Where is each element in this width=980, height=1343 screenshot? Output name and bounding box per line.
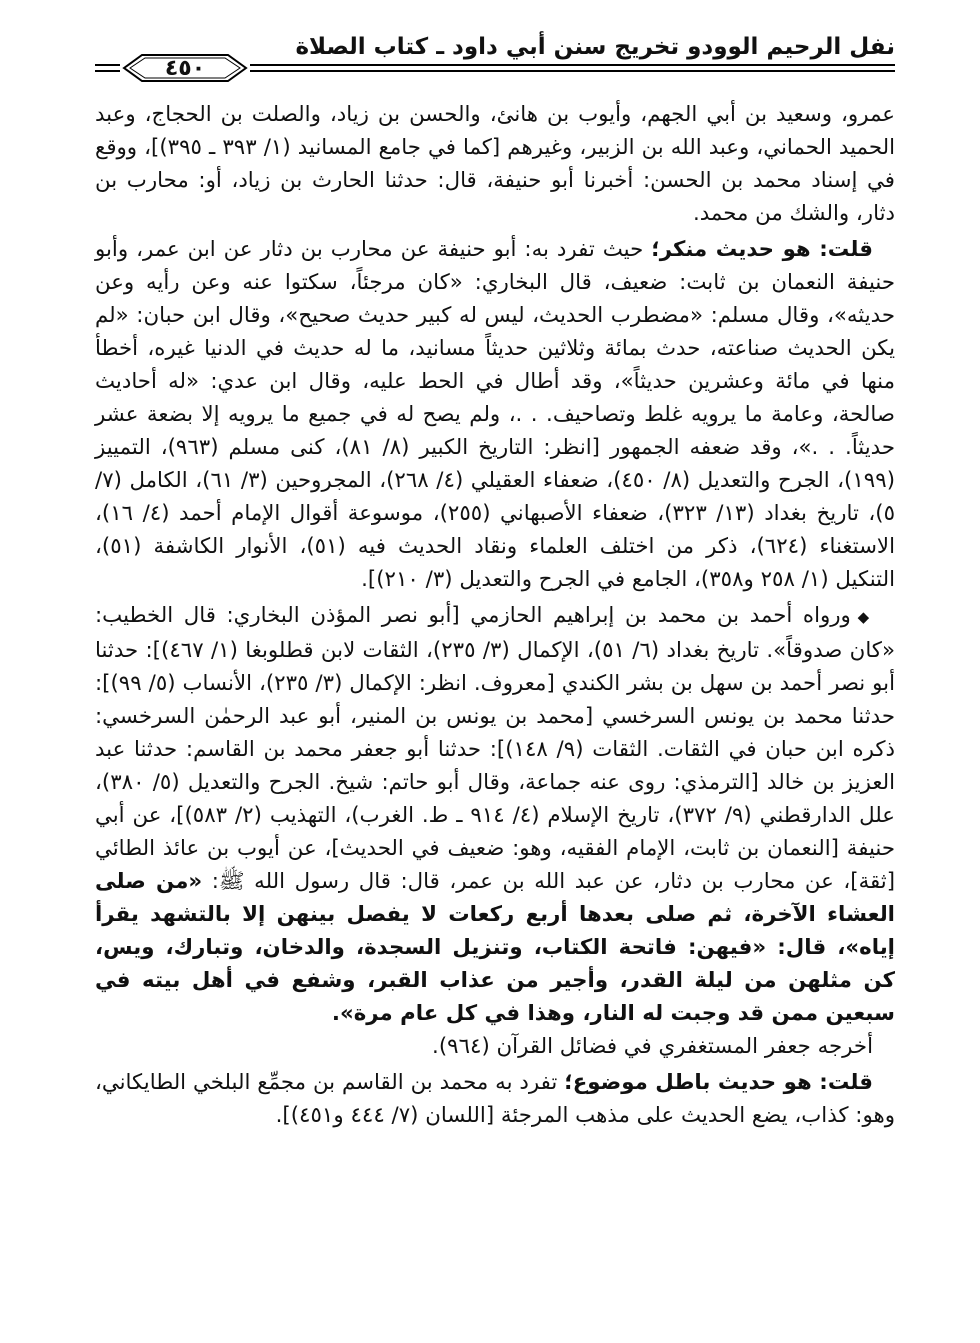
paragraph-1-text: عمرو، وسعيد بن أبي الجهم، وأيوب بن هانئ، والحسن بن زياد، والصلت بن الحجاج، وعبد الحميد الحماني، وعبد الله بن الزبير، وغيرهم [كما في جامع المسانيد (١/ ٣٩٣ ـ ٣٩٥)]، ووقع في إسناد محمد بن الحسن: أخبرنا أبو حنيفة، قال: حدثنا الحارث بن زياد، أو: محارب بن دثار، والشك من محمد. (95, 102, 895, 226)
page-number-badge (120, 52, 250, 84)
paragraph-4-text: أخرجه جعفر المستغفري في فضائل القرآن (٩٦٤). (432, 1034, 873, 1059)
running-title: نفل الرحيم الوودو تخريج سنن أبي داود ـ كتاب الصلاة (295, 34, 895, 60)
paragraph-2 (95, 233, 895, 596)
paragraph-5-text: تفرد به محمد بن القاسم بن مجمِّع البلخي الطايكاني، وهو: كذاب، يضع الحديث على مذهب المرجئة [اللسان (٧/ ٤٤٤ و٤٥١)]. (95, 1070, 895, 1128)
paragraph-3 (95, 599, 895, 1030)
main-text (95, 98, 895, 1132)
page-number: ٤٥٠ (164, 55, 206, 81)
paragraph-5 (95, 1066, 895, 1132)
paragraph-1 (95, 98, 895, 230)
paragraph-3-text: ورواه أحمد بن محمد بن إبراهيم الحازمي [أبو نصر المؤذن البخاري: قال الخطيب: «كان صدوقاً». تاريخ بغداد (٦/ ٥١)، الإكمال (٣/ ٢٣٥)، الثقات لابن قطلوبغا (١/ ٤٦٧)]: حدثنا أبو نصر أحمد بن سهل بن بشر الكندي [معروف. انظر: الإكمال (٣/ ٢٣٥)، الأنساب (٥/ ٩٩)]: حدثنا محمد بن يونس السرخسي [محمد بن يونس بن المنير، أبو عبد الرحمٰن السرخسي: ذكره ابن حبان في الثقات. الثقات (٩/ ١٤٨)]: حدثنا أبو جعفر محمد بن القاسم: حدثنا عبد العزيز بن خالد [الترمذي: روى عنه جماعة، وقال أبو حاتم: شيخ. الجرح والتعديل (٥/ ٣٨٠)، علل الدارقطني (٩/ ٣٧٢)، تاريخ الإسلام (٤/ ٩١٤ ـ ط. الغرب)، التهذيب (٢/ ٥٨٣)]، عن أبي حنيفة [النعمان بن ثابت، الإمام الفقيه، وهو: ضعيف في الحديث]، عن أيوب بن عائذ الطائي [ثقة]، عن محارب بن دثار، عن عبد الله بن عمر، قال: قال رسول الله ﷺ: (95, 603, 896, 894)
paragraph-5-lead: قلت: هو حديث باطل موضوع؛ (564, 1070, 873, 1095)
paragraph-2-lead: قلت: هو حديث منكر؛ (651, 237, 873, 262)
paragraph-2-text: حيث تفرد به: أبو حنيفة عن محارب بن دثار عن ابن عمر، وأبو حنيفة النعمان بن ثابت: ضعيف، قال البخاري: «كان مرجئاً، سكتوا عنه وعن رأيه وعن حديثه»، وقال مسلم: «مضطرب الحديث، ليس له كبير حديث صحيح»، وقال ابن حبان: «لم يكن الحديث صناعته، حدث بمائة وثلاثين حديثاً مسانيد، ما له حديث في الدنيا غيره، أخطأ منها في مائة وعشرين حديثاً»، وقد أطال في الحط عليه، وقال ابن عدي: «له أحاديث صالحة، وعامة ما يرويه غلط وتصاحيف. . .، ولم يصح له في جميع ما يرويه إلا بضعة عشر حديثاً. . .»، وقد ضعفه الجمهور [انظر: التاريخ الكبير (٨/ ٨١)، كنى مسلم (٩٦٣)، التمييز (١٩٩)، الجرح والتعديل (٨/ ٤٥٠)، ضعفاء العقيلي (٤/ ٢٦٨)، المجروحين (٣/ ٦١)، الكامل (٧/ ٥)، تاريخ بغداد (١٣/ ٣٢٣)، ضعفاء الأصبهاني (٢٥٥)، موسوعة أقوال الإمام أحمد (٤/ ١٦)، الاستغناء (٦٢٤)، ذكر من اختلف العلماء ونقاد الحديث فيه (٥١)، الأنوار الكاشفة (٥١)، التنكيل (١/ ٢٥٨ و٣٥٨)، الجامع في الجرح والتعديل (٣/ ٢١٠)]. (95, 237, 896, 592)
hadith-quote: «من صلى العشاء الآخرة، ثم صلى بعدها أربع ركعات لا يفصل بينهن إلا بالتشهد يقرأ إياه»، قال: «فيهن: فاتحة الكتاب، وتنزيل السجدة، والدخان، وتبارك، ويس، كن مثلهن من ليلة القدر، وأجير من عذاب القبر، وشفع في أهل بيته في سبعين ممن قد وجبت له النار، وهذا في كل عام مرة». (95, 869, 895, 1026)
page-header (95, 30, 895, 90)
paragraph-4 (95, 1030, 895, 1063)
bullet-icon: ◆ (857, 608, 873, 626)
